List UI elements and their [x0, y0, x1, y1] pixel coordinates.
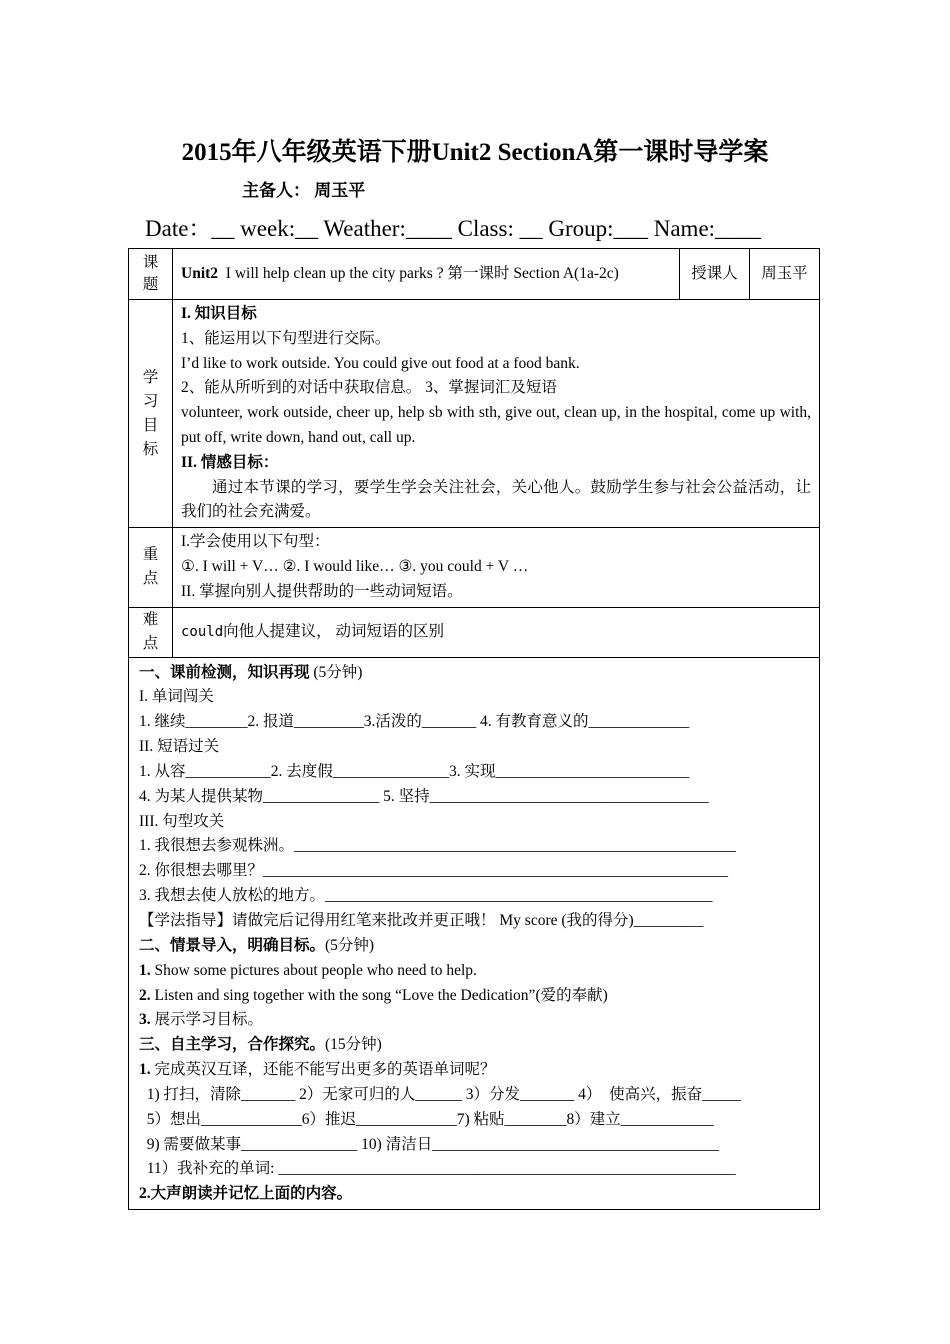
section2-item-3: 展示学习目标。: [150, 1011, 264, 1029]
section3-time: (15分钟): [325, 1036, 382, 1054]
section2-item-2: Listen and sing together with the song “Love the Dedication”(爱的奉献): [150, 986, 608, 1004]
sentence-challenge-1: 1. 我很想去参观株洲。_________________________________________________________: [139, 837, 736, 855]
key-line-2: ①. I will + V… ②. I would like… ③. you could + V …: [181, 557, 529, 575]
date-line: Date：__ week:__ Weather:____ Class: __ Group:___ Name:____: [145, 216, 762, 241]
topic-row: [129, 249, 820, 300]
teacher-label: 授课人: [680, 249, 750, 300]
key-points-cell: [173, 528, 820, 607]
key-line-3: II. 掌握向别人提供帮助的一些动词短语。: [181, 582, 463, 600]
difficulty-text: 向他人提建议， 动词短语的区别: [223, 622, 445, 640]
section3-item-1: 完成英汉互译，还能不能写出更多的英语单词呢？: [150, 1061, 496, 1079]
translation-row-4: 11）我补充的单词: ___________________________________________________________: [139, 1160, 736, 1178]
translation-row-3: 9) 需要做某事_______________ 10) 清洁日_____________________________________: [139, 1135, 719, 1153]
difficulty-row: [129, 607, 820, 657]
sentence-challenge-3: 3. 我想去使人放松的地方。__________________________________________________: [139, 887, 713, 905]
section3-item-2: 2.大声朗读并记忆上面的内容。: [139, 1185, 353, 1203]
section3-heading: 三、自主学习，合作探究。: [139, 1036, 326, 1054]
section1-time: (5分钟): [309, 663, 363, 681]
translation-row-2: 5）想出_____________6）推迟_____________7) 粘贴________8）建立____________: [139, 1110, 714, 1128]
difficulty-label: 难点: [129, 607, 173, 657]
goals-row: [129, 300, 820, 528]
goal-line-1: 1、能运用以下句型进行交际。: [181, 329, 391, 347]
lesson-cell: 一、课前检测，知识再现 (5分钟) I. 单词闯关 1. 继续________2. 报道_________3.活泼的_______ 4. 有教育意义的_____________ II. 短语过关 1. 从容___________2. 去度假_______________3. 实现_________________________ 4. 为某人提供某物_______________ 5. 坚持____________________________________ III. 句型攻关 1. 我很想去参观株洲。_________________________________________________________ 2. 你很想去哪里？____________________________________________________________ 3. 我想去使人放松的地方。__________________________________________________ 【学法指导】请做完后记得用红笔来批改并更正哦！ My score (我的得分)_________ 二、情景导入，明确目标。(5分钟) 1. Show some pictures about people who need to help. 2. Listen and sing together with the song “Love the Dedication”(爱的奉献) 3. 展示学习目标。 三、自主学习，合作探究。(15分钟) 1. 完成英汉互译，还能不能写出更多的英语单词呢？ 1) 打扫，清除_______ 2）无家可归的人______ 3）分发_______ 4） 使高兴，振奋_____ 5）想出_____________6）推迟_____________7) 粘贴________8）建立____________ 9) 需要做某事_______________ 10) 清洁日_____________________________________ 11）我补充的单词: ___________________________________________________________ 2.大声朗读并记忆上面的内容。: [129, 657, 820, 1210]
topic-text: I will help clean up the city parks ? 第一课时 Section A(1a-2c): [225, 264, 619, 282]
section1-heading: 一、课前检测，知识再现: [139, 663, 310, 681]
study-guide: 【学法指导】请做完后记得用红笔来批改并更正哦！ My score (我的得分)_________: [139, 912, 704, 929]
goals-cell: [173, 300, 820, 528]
key-line-1: I.学会使用以下句型：: [181, 533, 330, 551]
phrase-challenge-line-2: 4. 为某人提供某物_______________ 5. 坚持____________________________________: [139, 787, 709, 805]
topic-label: 课题: [129, 249, 173, 300]
emotion-goals-text: 通过本节课的学习，要学生学会关注社会，关心他人。鼓励学生参与社会公益活动，让我们的社会充满爱。: [181, 478, 811, 521]
difficulty-cell: [173, 607, 820, 657]
section2-item-1: Show some pictures about people who need to help.: [150, 961, 477, 979]
sentence-challenge-2: 2. 你很想去哪里？____________________________________________________________: [139, 862, 729, 880]
section2-time: (5分钟): [325, 936, 375, 954]
key-points-row: [129, 528, 820, 607]
emotion-goals-heading: II. 情感目标：: [181, 453, 279, 471]
phrase-challenge-heading: II. 短语过关: [139, 738, 220, 756]
word-challenge-heading: I. 单词闯关: [139, 688, 214, 706]
page-title: 2015年八年级英语下册Unit2 SectionA第一课时导学案: [181, 139, 769, 166]
topic-unit: Unit2: [181, 264, 219, 282]
teacher-name: 周玉平: [750, 249, 820, 300]
goal-line-2: I’d like to work outside. You could give out food at a food bank.: [181, 354, 580, 372]
knowledge-goals-heading: I. 知识目标: [181, 305, 257, 322]
translation-row-1: 1) 打扫，清除_______ 2）无家可归的人______ 3）分发_______ 4） 使高兴，振奋_____: [139, 1085, 741, 1103]
phrase-challenge-line-1: 1. 从容___________2. 去度假_______________3. 实现_________________________: [139, 762, 690, 780]
key-points-label: 重点: [129, 528, 173, 607]
difficulty-keyword: could: [181, 623, 224, 640]
sentence-challenge-heading: III. 句型攻关: [139, 812, 225, 830]
goal-line-3: 2、能从所听到的对话中获取信息。 3、掌握词汇及短语: [181, 379, 557, 397]
goals-label: 学习目标: [129, 300, 173, 528]
vocabulary-list: volunteer, work outside, cheer up, help sb with sth, give out, clean up, in the hospital, come up with, put off, write down, hand out, call up.: [181, 404, 811, 446]
lesson-plan-table: [128, 248, 820, 1210]
word-challenge-items: 1. 继续________2. 报道_________3.活泼的_______ 4. 有教育意义的_____________: [139, 713, 690, 731]
section2-heading: 二、情景导入，明确目标。: [139, 936, 326, 954]
lesson-row: [129, 657, 820, 1210]
author-line: 主备人： 周玉平: [242, 181, 366, 200]
topic-cell: [173, 249, 680, 300]
